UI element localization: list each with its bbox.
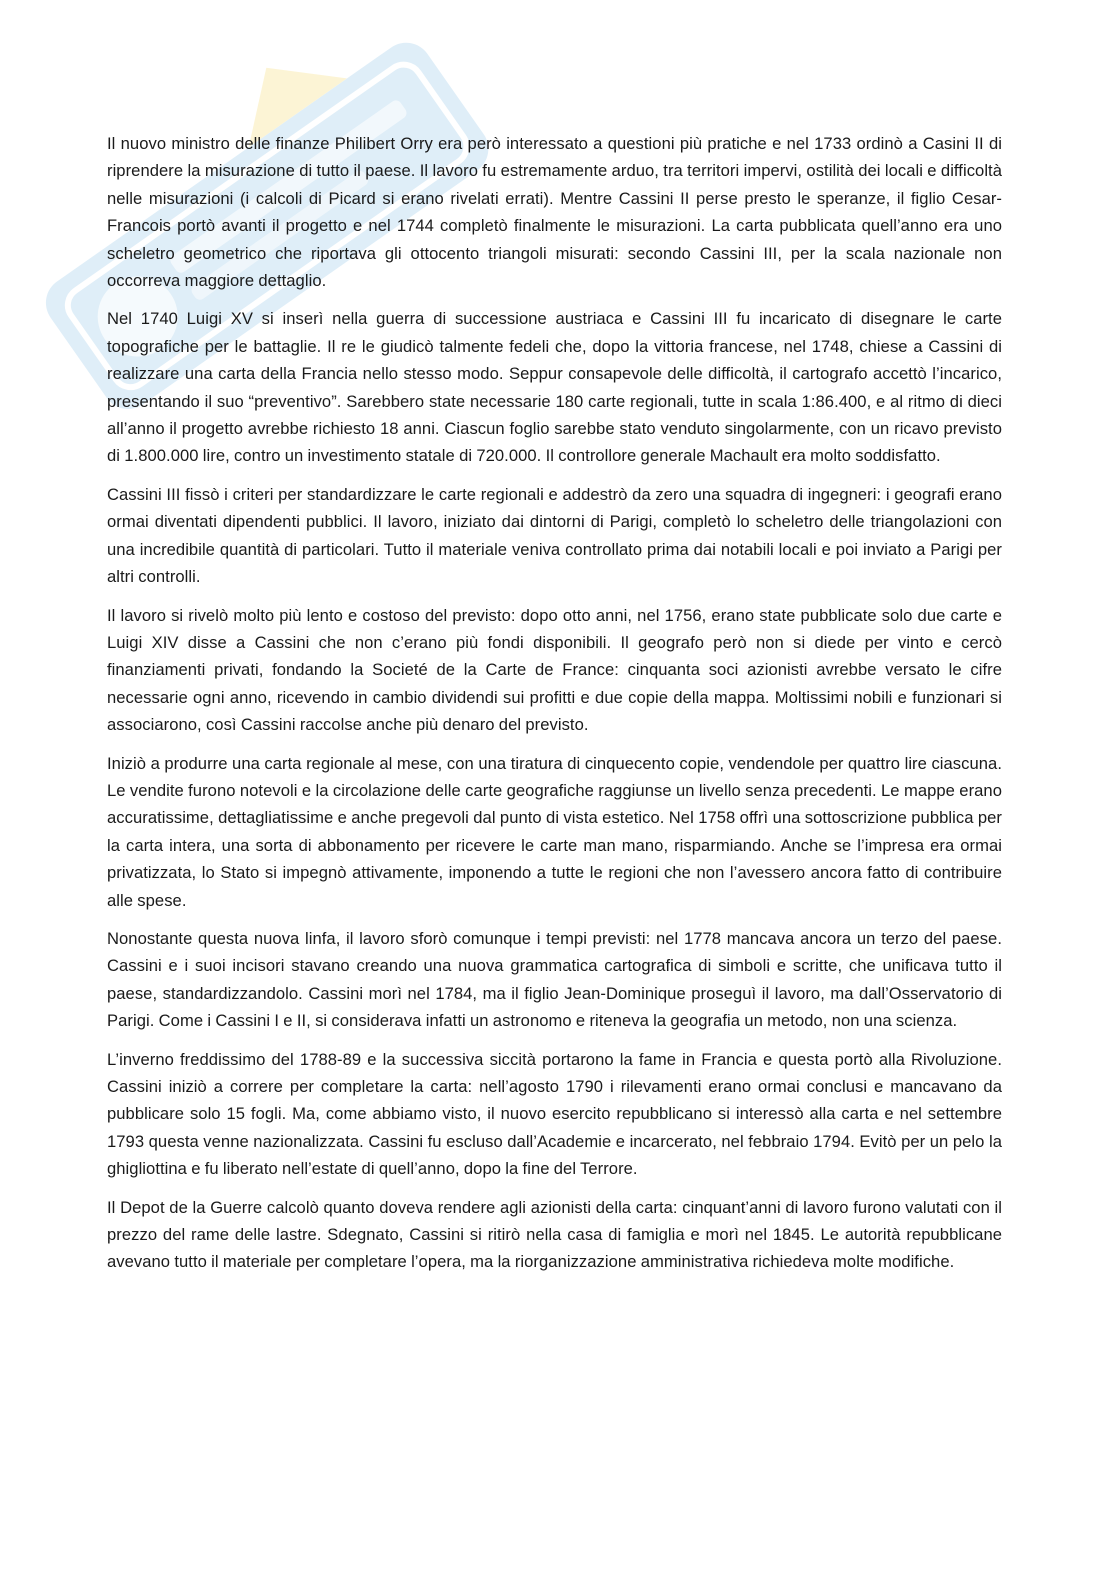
paragraph-2: Nel 1740 Luigi XV si inserì nella guerra di successione austriaca e Cassini III fu incaricato di disegnare le carte topografiche per le battaglie. Il re le giudicò talmente fedeli che, dopo la vittoria francese, nel 1748, chiese a Cassini di realizzare una carta della Francia nello stesso modo. Seppur consapevole delle difficoltà, il cartografo accettò l’incarico, presentando il suo “preventivo”. Sarebbero state necessarie 180 carte regionali, tutte in scala 1:86.400, e al ritmo di dieci all’anno il progetto avrebbe richiesto 18 anni. Ciascun foglio sarebbe stato venduto singolarmente, con un ricavo previsto di 1.800.000 lire, contro un investimento statale di 720.000. Il controllore generale Machault era molto soddisfatto. — [107, 309, 1002, 466]
paragraph-1: Il nuovo ministro delle finanze Philibert Orry era però interessato a questioni più pratiche e nel 1733 ordinò a Casini II di riprendere la misurazione di tutto il paese. Il lavoro fu estremamente arduo, tra territori impervi, ostilità dei locali e difficoltà nelle misurazioni (i calcoli di Picard si erano rivelati errati). Mentre Cassini II perse presto le speranze, il figlio Cesar-Francois portò avanti il progetto e nel 1744 completò finalmente le misurazioni. La carta pubblicata quell’anno era uno scheletro geometrico che riportava gli ottocento triangoli misurati: secondo Cassini III, per la scala nazionale non occorreva maggiore dettaglio. — [107, 134, 1002, 291]
paragraph-8: Il Depot de la Guerre calcolò quanto doveva rendere agli azionisti della carta: cinquant’anni di lavoro furono valutati con il prezzo del rame delle lastre. Sdegnato, Cassini si ritirò nella casa di famiglia e morì nel 1845. Le autorità repubblicane avevano tutto il materiale per completare l’opera, ma la riorganizzazione amministrativa richiedeva molte modifiche. — [107, 1197, 1002, 1272]
paragraph-5: Iniziò a produrre una carta regionale al mese, con una tiratura di cinquecento copie, vendendole per quattro lire ciascuna. Le vendite furono notevoli e la circolazione delle carte geografiche raggiunse un livello senza precedenti. Le mappe erano accuratissime, dettagliatissime e anche pregevoli dal punto di vista estetico. Nel 1758 offrì una sottoscrizione pubblica per la carta intera, una sorta di abbonamento per ricevere le carte man mano, risparmiando. Anche se l’impresa era ormai privatizzata, lo Stato si impegnò attivamente, imponendo a tutte le regioni che non l’avessero ancora fatto di contribuire alle spese. — [107, 753, 1002, 910]
paragraph-3: Cassini III fissò i criteri per standardizzare le carte regionali e addestrò da zero una squadra di ingegneri: i geografi erano ormai diventati dipendenti pubblici. Il lavoro, iniziato dai dintorni di Parigi, completò lo scheletro delle triangolazioni con una incredibile quantità di particolari. Tutto il materiale veniva controllato prima dai notabili locali e poi inviato a Parigi per altri controlli. — [107, 484, 1002, 587]
paragraph-4: Il lavoro si rivelò molto più lento e costoso del previsto: dopo otto anni, nel 1756, erano state pubblicate solo due carte e Luigi XIV disse a Cassini che non c’erano più fondi disponibili. Il geografo però non si diede per vinto e cercò finanziamenti privati, fondando la Societé de la Carte de France: cinquanta soci azionisti avrebbe versato le cifre necessarie ogni anno, ricevendo in cambio dividendi sui profitti e due copie della mappa. Moltissimi nobili e funzionari si associarono, così Cassini raccolse anche più denaro del previsto. — [107, 605, 1002, 735]
document-body — [107, 130, 1002, 1287]
paragraph-6: Nonostante questa nuova linfa, il lavoro sforò comunque i tempi previsti: nel 1778 mancava ancora un terzo del paese. Cassini e i suoi incisori stavano creando una nuova grammatica cartografica di simboli e scritte, che unificava tutto il paese, standardizzandolo. Cassini morì nel 1784, ma il figlio Jean-Dominique proseguì il lavoro, ma dall’Osservatorio di Parigi. Come i Cassini I e II, si considerava infatti un astronomo e riteneva la geografia un metodo, non una scienza. — [107, 928, 1002, 1031]
paragraph-7: L’inverno freddissimo del 1788-89 e la successiva siccità portarono la fame in Francia e questa portò alla Rivoluzione. Cassini iniziò a correre per completare la carta: nell’agosto 1790 i rilevamenti erano ormai conclusi e mancavano da pubblicare solo 15 fogli. Ma, come abbiamo visto, il nuovo esercito repubblicano si interessò alla carta e nel settembre 1793 questa venne nazionalizzata. Cassini fu escluso dall’Academie e incarcerato, nel febbraio 1794. Evitò per un pelo la ghigliottina e fu liberato nell’estate di quell’anno, dopo la fine del Terrore. — [107, 1049, 1002, 1179]
